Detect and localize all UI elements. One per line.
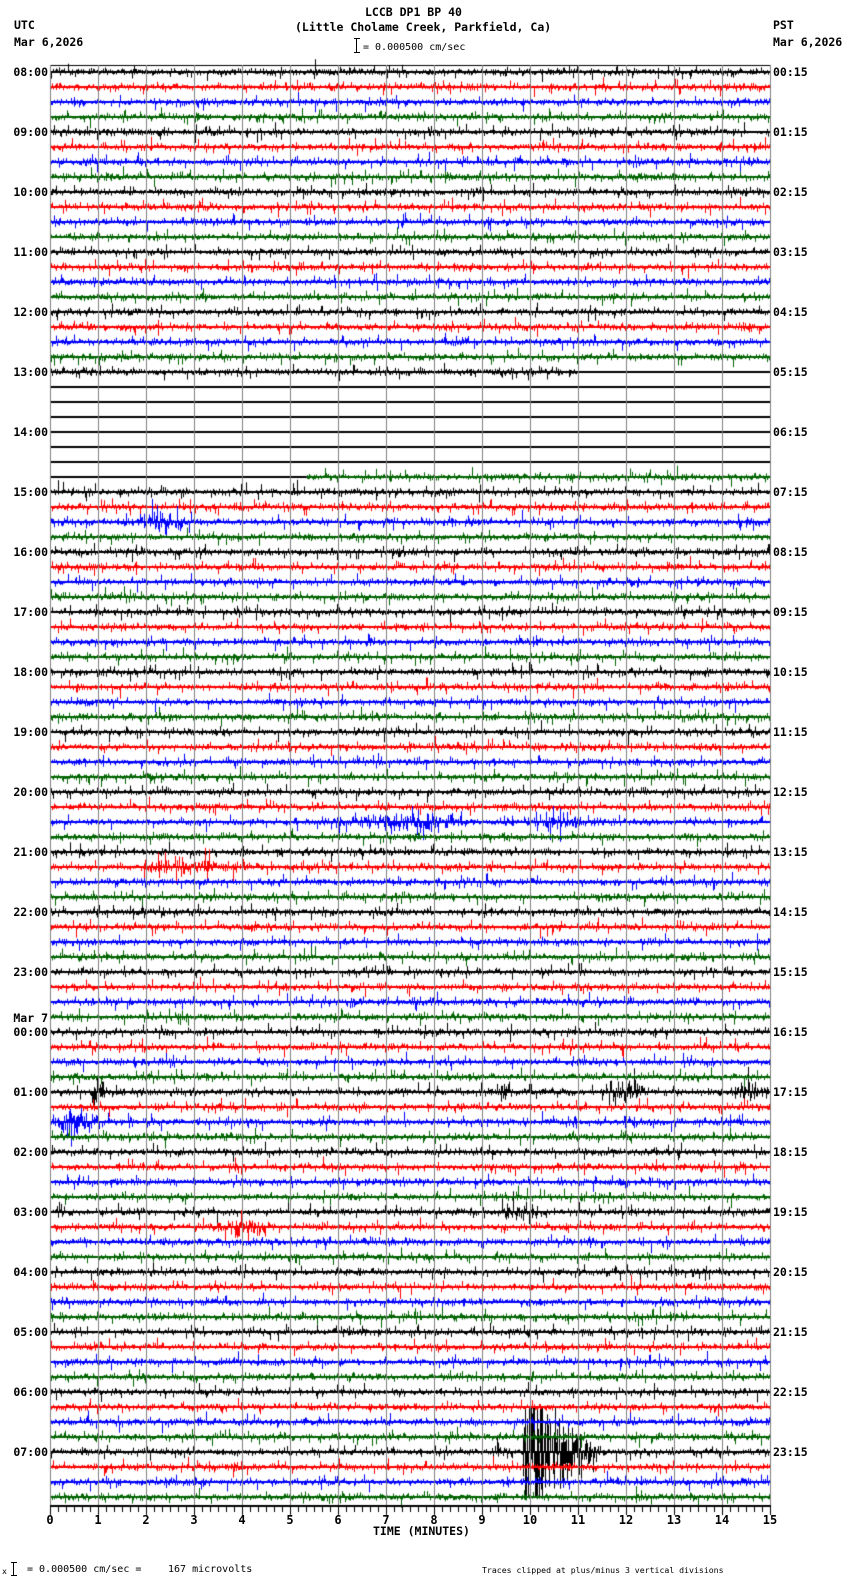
utc-label: 22:00 bbox=[13, 905, 48, 919]
x-tick-label: 12 bbox=[618, 1513, 634, 1527]
utc-label: 23:00 bbox=[13, 965, 48, 979]
utc-label: 15:00 bbox=[13, 485, 48, 499]
x-tick-label: 0 bbox=[46, 1513, 54, 1527]
pst-label: 08:15 bbox=[773, 545, 808, 559]
pst-label: 17:15 bbox=[773, 1085, 808, 1099]
left-timezone: UTC bbox=[14, 18, 35, 32]
x-tick-label: 11 bbox=[570, 1513, 586, 1527]
left-date: Mar 6,2026 bbox=[14, 35, 84, 49]
x-tick-label: 6 bbox=[334, 1513, 342, 1527]
utc-label: 02:00 bbox=[13, 1145, 48, 1159]
x-tick-label: 8 bbox=[430, 1513, 438, 1527]
x-tick-label: 13 bbox=[666, 1513, 682, 1527]
utc-label: 07:00 bbox=[13, 1445, 48, 1459]
footer-prefix-glyph: x bbox=[2, 1566, 7, 1576]
scale-bar-icon bbox=[354, 38, 360, 53]
pst-label: 21:15 bbox=[773, 1325, 808, 1339]
x-axis-title: TIME (MINUTES) bbox=[373, 1524, 470, 1538]
scale-label: = 0.000500 cm/sec bbox=[363, 42, 466, 53]
pst-label: 20:15 bbox=[773, 1265, 808, 1279]
x-tick-label: 14 bbox=[714, 1513, 730, 1527]
footer-microvolts: 167 microvolts bbox=[168, 1564, 253, 1575]
pst-label: 22:15 bbox=[773, 1385, 808, 1399]
utc-label: 01:00 bbox=[13, 1085, 48, 1099]
x-tick-label: 5 bbox=[286, 1513, 294, 1527]
plot-title: LCCB DP1 BP 40 bbox=[365, 5, 462, 19]
utc-label: 10:00 bbox=[13, 185, 48, 199]
clip-note: Traces clipped at plus/minus 3 vertical divisions bbox=[482, 1565, 724, 1575]
pst-label: 04:15 bbox=[773, 305, 808, 319]
right-timezone: PST bbox=[773, 18, 794, 32]
pst-label: 05:15 bbox=[773, 365, 808, 379]
footer-scale-bar-icon bbox=[11, 1562, 17, 1576]
date-change-label: Mar 7 bbox=[13, 1011, 48, 1025]
utc-label: 06:00 bbox=[13, 1385, 48, 1399]
pst-label: 09:15 bbox=[773, 605, 808, 619]
x-tick-label: 15 bbox=[762, 1513, 778, 1527]
utc-label: 18:00 bbox=[13, 665, 48, 679]
pst-label: 01:15 bbox=[773, 125, 808, 139]
x-tick-label: 9 bbox=[478, 1513, 486, 1527]
utc-label: 12:00 bbox=[13, 305, 48, 319]
utc-label: 16:00 bbox=[13, 545, 48, 559]
utc-label: 03:00 bbox=[13, 1205, 48, 1219]
pst-label: 13:15 bbox=[773, 845, 808, 859]
right-date: Mar 6,2026 bbox=[773, 35, 843, 49]
pst-label: 06:15 bbox=[773, 425, 808, 439]
pst-label: 07:15 bbox=[773, 485, 808, 499]
x-tick-label: 3 bbox=[190, 1513, 198, 1527]
utc-label: 00:00 bbox=[13, 1025, 48, 1039]
utc-label: 05:00 bbox=[13, 1325, 48, 1339]
pst-label: 16:15 bbox=[773, 1025, 808, 1039]
plot-subtitle: (Little Cholame Creek, Parkfield, Ca) bbox=[295, 20, 552, 34]
utc-label: 11:00 bbox=[13, 245, 48, 259]
pst-label: 03:15 bbox=[773, 245, 808, 259]
pst-label: 00:15 bbox=[773, 65, 808, 79]
utc-label: 20:00 bbox=[13, 785, 48, 799]
utc-label: 21:00 bbox=[13, 845, 48, 859]
utc-label: 09:00 bbox=[13, 125, 48, 139]
utc-label: 04:00 bbox=[13, 1265, 48, 1279]
utc-label: 14:00 bbox=[13, 425, 48, 439]
x-tick-label: 4 bbox=[238, 1513, 246, 1527]
pst-label: 18:15 bbox=[773, 1145, 808, 1159]
pst-label: 10:15 bbox=[773, 665, 808, 679]
x-tick-label: 7 bbox=[382, 1513, 390, 1527]
utc-label: 17:00 bbox=[13, 605, 48, 619]
x-tick-label: 1 bbox=[94, 1513, 102, 1527]
footer-scale-text: = 0.000500 cm/sec = bbox=[27, 1564, 142, 1575]
pst-label: 23:15 bbox=[773, 1445, 808, 1459]
x-tick-label: 10 bbox=[522, 1513, 538, 1527]
pst-label: 12:15 bbox=[773, 785, 808, 799]
x-tick-label: 2 bbox=[142, 1513, 150, 1527]
pst-label: 15:15 bbox=[773, 965, 808, 979]
pst-label: 19:15 bbox=[773, 1205, 808, 1219]
pst-label: 02:15 bbox=[773, 185, 808, 199]
utc-label: 13:00 bbox=[13, 365, 48, 379]
utc-label: 19:00 bbox=[13, 725, 48, 739]
pst-label: 14:15 bbox=[773, 905, 808, 919]
utc-label: 08:00 bbox=[13, 65, 48, 79]
pst-label: 11:15 bbox=[773, 725, 808, 739]
